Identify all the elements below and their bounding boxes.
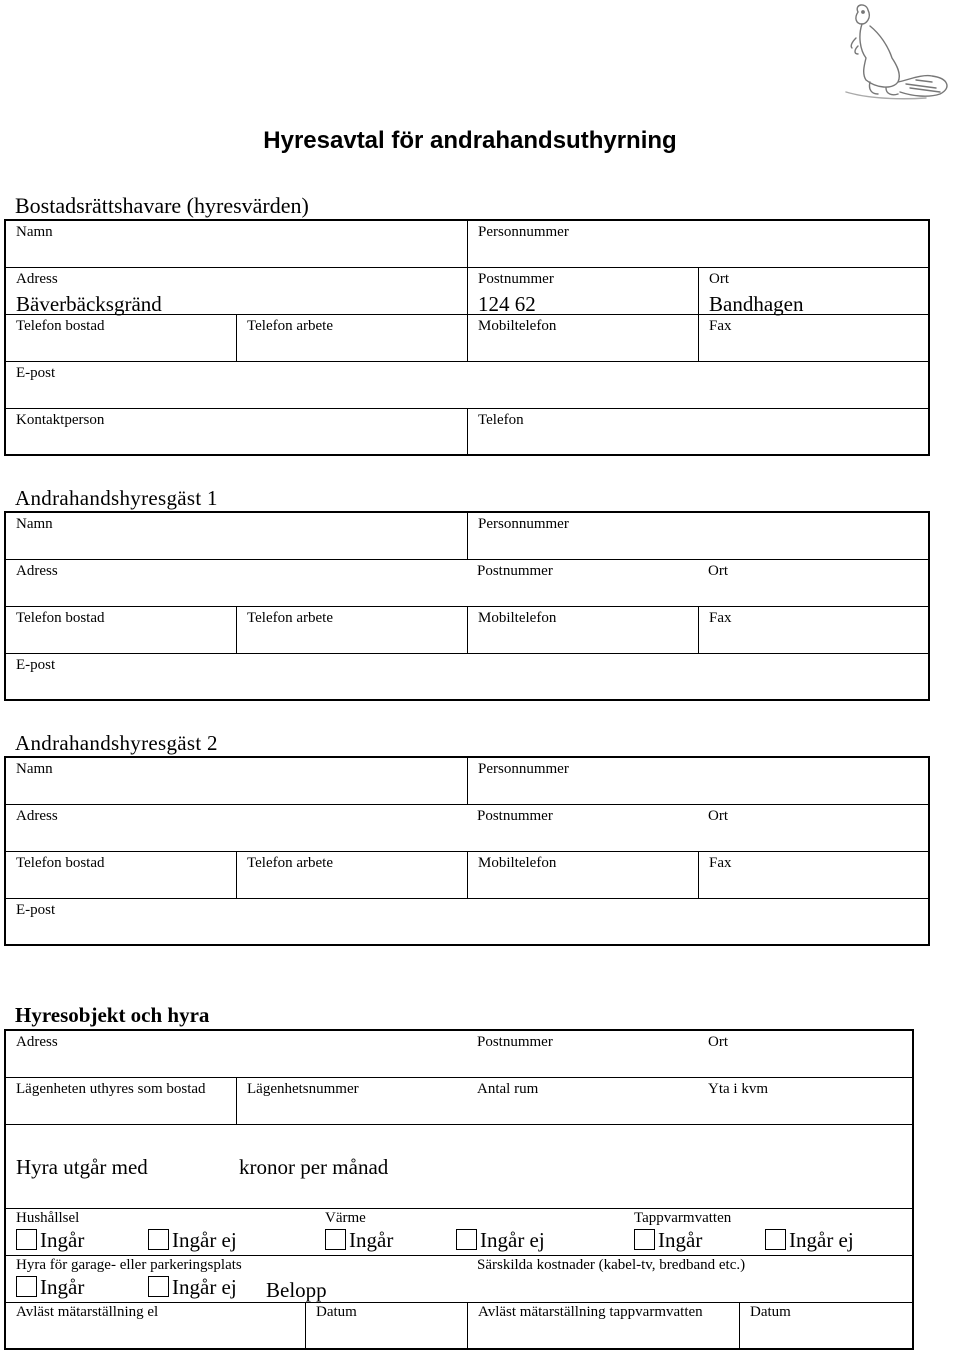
tenant2-namn-field[interactable] xyxy=(6,758,467,804)
landlord-fax-field[interactable] xyxy=(698,315,928,361)
tappvarmvatten-ingar-checkbox[interactable]: Ingår xyxy=(634,1228,702,1253)
label-telefon-bostad: Telefon bostad xyxy=(16,610,105,626)
varme-label: Värme xyxy=(325,1210,366,1226)
object-heading: Hyresobjekt och hyra xyxy=(15,1003,210,1027)
landlord-telefon-arbete-field[interactable] xyxy=(236,315,467,361)
label-mobiltelefon: Mobiltelefon xyxy=(478,318,557,334)
tenant2-ort-field[interactable] xyxy=(698,805,928,851)
tenant2-epost-field[interactable] xyxy=(6,899,928,944)
label-adress: Adress xyxy=(16,563,58,579)
label-personnummer: Personnummer xyxy=(478,224,569,240)
page-title: Hyresavtal för andrahandsuthyrning xyxy=(263,127,677,154)
label-postnummer: Postnummer xyxy=(477,1034,553,1050)
label-fax: Fax xyxy=(709,318,732,334)
avlast-el-label: Avläst mätarställning el xyxy=(16,1304,159,1320)
garage-field xyxy=(6,1256,467,1302)
hushallsel-label: Hushållsel xyxy=(16,1210,80,1226)
checkbox-icon xyxy=(456,1229,477,1250)
datum-vatten-field[interactable] xyxy=(739,1303,912,1348)
landlord-kontaktperson-field[interactable] xyxy=(6,409,467,454)
landlord-postnummer-field[interactable] xyxy=(467,268,698,314)
label-epost: E-post xyxy=(16,365,56,381)
landlord-namn-field[interactable] xyxy=(6,221,467,267)
object-table xyxy=(4,1029,914,1350)
label-postnummer: Postnummer xyxy=(477,563,553,579)
hushallsel-ingar-ej-checkbox[interactable]: Ingår ej xyxy=(148,1228,237,1253)
checkbox-icon xyxy=(16,1276,37,1297)
ort-value: Bandhagen xyxy=(709,292,804,316)
sarskilda-field[interactable] xyxy=(467,1256,912,1302)
tenant2-table xyxy=(4,756,930,946)
object-adress-field[interactable] xyxy=(6,1031,467,1077)
tenant1-namn-field[interactable] xyxy=(6,513,467,559)
label-lagenhet-bostad: Lägenheten uthyres som bostad xyxy=(16,1081,206,1097)
label-ort: Ort xyxy=(708,1034,728,1050)
tenant1-postnummer-field[interactable] xyxy=(467,560,698,606)
label-postnummer: Postnummer xyxy=(477,808,553,824)
tenant2-telefon-bostad-field[interactable] xyxy=(6,852,236,898)
avlast-el-field[interactable] xyxy=(6,1303,305,1348)
tenant1-mobiltelefon-field[interactable] xyxy=(467,607,698,653)
tenant1-heading: Andrahandshyresgäst 1 xyxy=(15,486,218,510)
label-yta: Yta i kvm xyxy=(708,1081,768,1097)
object-yta-field[interactable] xyxy=(698,1078,912,1124)
label-epost: E-post xyxy=(16,902,56,918)
landlord-ort-field[interactable] xyxy=(698,268,928,314)
label-ort: Ort xyxy=(708,808,728,824)
checkbox-icon xyxy=(765,1229,786,1250)
hyra-row[interactable] xyxy=(6,1125,912,1209)
label-adress: Adress xyxy=(16,1034,58,1050)
garage-ingar-ej-checkbox[interactable]: Ingår ej xyxy=(148,1275,237,1300)
label-mobiltelefon: Mobiltelefon xyxy=(478,855,557,871)
landlord-mobiltelefon-field[interactable] xyxy=(467,315,698,361)
tenant1-adress-field[interactable] xyxy=(6,560,467,606)
belopp-label[interactable]: Belopp xyxy=(266,1278,327,1302)
label-ort: Ort xyxy=(709,271,729,287)
hushallsel-ingar-checkbox[interactable]: Ingår xyxy=(16,1228,84,1253)
object-antal-rum-field[interactable] xyxy=(467,1078,698,1124)
object-ort-field[interactable] xyxy=(698,1031,912,1077)
label-telefon-arbete: Telefon arbete xyxy=(247,318,333,334)
adress-value: Bäverbäcksgränd xyxy=(16,292,162,316)
hyra-utgar-label: Hyra utgår med xyxy=(16,1155,148,1179)
tenant2-postnummer-field[interactable] xyxy=(467,805,698,851)
postnummer-value: 124 62 xyxy=(478,292,536,316)
label-kontaktperson: Kontaktperson xyxy=(16,412,105,428)
checkbox-icon xyxy=(16,1229,37,1250)
label-telefon: Telefon xyxy=(478,412,524,428)
garage-label: Hyra för garage- eller parkeringsplats xyxy=(16,1257,242,1273)
label-adress: Adress xyxy=(16,808,58,824)
tenant1-table xyxy=(4,511,930,701)
kronor-label: kronor per månad xyxy=(239,1155,389,1179)
tenant2-mobiltelefon-field[interactable] xyxy=(467,852,698,898)
tenant1-fax-field[interactable] xyxy=(698,607,928,653)
checkbox-icon xyxy=(148,1229,169,1250)
sarskilda-label: Särskilda kostnader (kabel-tv, bredband etc.) xyxy=(477,1257,746,1273)
checkbox-icon xyxy=(148,1276,169,1297)
tenant1-telefon-bostad-field[interactable] xyxy=(6,607,236,653)
landlord-heading: Bostadsrättshavare (hyresvärden) xyxy=(15,193,309,218)
label-telefon-bostad: Telefon bostad xyxy=(16,855,105,871)
label-mobiltelefon: Mobiltelefon xyxy=(478,610,557,626)
beaver-logo-icon xyxy=(836,2,956,102)
landlord-telefon-field[interactable] xyxy=(467,409,928,454)
landlord-adress-field[interactable] xyxy=(6,268,467,314)
label-namn: Namn xyxy=(16,224,53,240)
landlord-epost-field[interactable] xyxy=(6,362,928,408)
object-lagenhetsnummer-field[interactable] xyxy=(236,1078,467,1124)
label-namn: Namn xyxy=(16,516,53,532)
label-ort: Ort xyxy=(708,563,728,579)
label-epost: E-post xyxy=(16,657,56,673)
checkbox-icon xyxy=(634,1229,655,1250)
landlord-table xyxy=(4,219,930,456)
label-telefon-bostad: Telefon bostad xyxy=(16,318,105,334)
tenant2-heading: Andrahandshyresgäst 2 xyxy=(15,731,218,755)
landlord-personnummer-field[interactable] xyxy=(467,221,928,267)
avlast-vatten-label: Avläst mätarställning tappvarmvatten xyxy=(478,1304,703,1320)
label-antal-rum: Antal rum xyxy=(477,1081,539,1097)
tenant2-adress-field[interactable] xyxy=(6,805,467,851)
object-postnummer-field[interactable] xyxy=(467,1031,698,1077)
label-namn: Namn xyxy=(16,761,53,777)
label-adress: Adress xyxy=(16,271,58,287)
tappvarmvatten-label: Tappvarmvatten xyxy=(634,1210,732,1226)
tappvarmvatten-ingar-ej-checkbox[interactable]: Ingår ej xyxy=(765,1228,854,1253)
tenant1-personnummer-field[interactable] xyxy=(467,513,928,559)
tenant2-fax-field[interactable] xyxy=(698,852,928,898)
checkbox-icon xyxy=(325,1229,346,1250)
tenant2-telefon-arbete-field[interactable] xyxy=(236,852,467,898)
label-personnummer: Personnummer xyxy=(478,761,569,777)
label-telefon-arbete: Telefon arbete xyxy=(247,610,333,626)
label-fax: Fax xyxy=(709,610,732,626)
tenant2-personnummer-field[interactable] xyxy=(467,758,928,804)
tenant1-telefon-arbete-field[interactable] xyxy=(236,607,467,653)
tenant1-epost-field[interactable] xyxy=(6,654,928,699)
label-fax: Fax xyxy=(709,855,732,871)
tenant1-ort-field[interactable] xyxy=(698,560,928,606)
label-telefon-arbete: Telefon arbete xyxy=(247,855,333,871)
label-lagenhetsnummer: Lägenhetsnummer xyxy=(247,1081,359,1097)
datum-label: Datum xyxy=(750,1304,791,1320)
datum-el-field[interactable] xyxy=(305,1303,467,1348)
varme-ingar-checkbox[interactable]: Ingår xyxy=(325,1228,393,1253)
object-lagenhet-bostad-field[interactable] xyxy=(6,1078,236,1124)
landlord-telefon-bostad-field[interactable] xyxy=(6,315,236,361)
avlast-vatten-field[interactable] xyxy=(467,1303,739,1348)
label-postnummer: Postnummer xyxy=(478,271,554,287)
varme-ingar-ej-checkbox[interactable]: Ingår ej xyxy=(456,1228,545,1253)
label-personnummer: Personnummer xyxy=(478,516,569,532)
datum-label: Datum xyxy=(316,1304,357,1320)
garage-ingar-checkbox[interactable]: Ingår xyxy=(16,1275,84,1300)
